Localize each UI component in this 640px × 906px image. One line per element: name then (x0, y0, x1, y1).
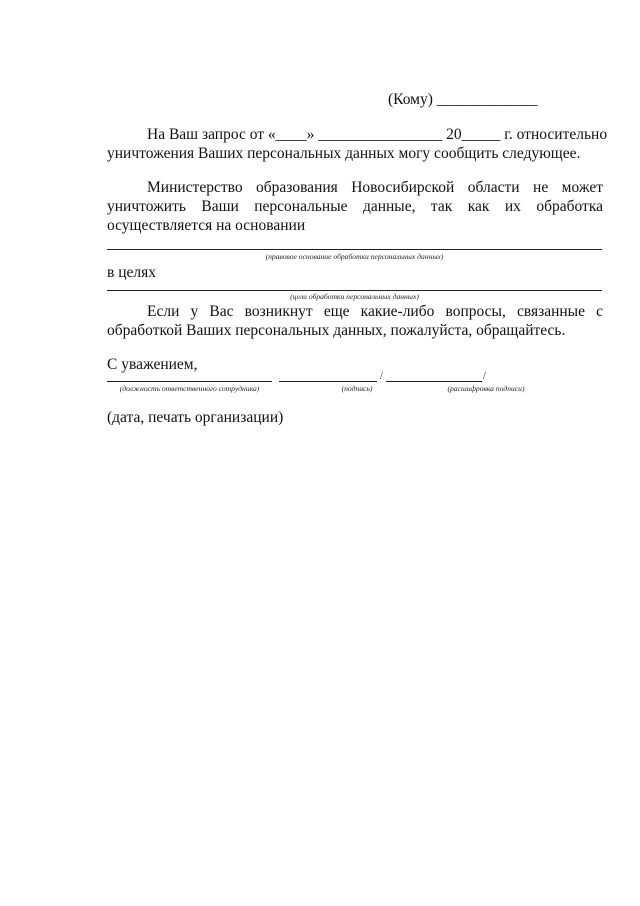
paragraph2-line2: уничтожить Ваши персональные данные, так как их обработка (107, 198, 603, 215)
addressee-blank: _____________ (436, 91, 538, 108)
addressee-line (388, 90, 538, 109)
decoding-line (386, 381, 482, 382)
paragraph3-line2: обработкой Ваших персональных данных, пожалуйста, обращайтесь. (107, 322, 566, 339)
slash-right: / (483, 371, 486, 382)
regards-text: С уважением, (107, 356, 198, 373)
paragraph1-line1: На Ваш запрос от «____» ________________ 20_____ г. относительно (147, 126, 608, 143)
legal-basis-line (107, 249, 602, 250)
purposes-line (107, 290, 602, 291)
paragraph2-line1: Министерство образования Новосибирской области не может (147, 179, 603, 196)
purposes-caption: (цели обработки персональных данных) (290, 292, 419, 301)
purposes-label: в целях (107, 264, 156, 281)
position-caption: (должность ответственного сотрудника) (119, 384, 260, 393)
slash-left: / (380, 371, 383, 382)
paragraph1-line2: уничтожения Ваших персональных данных могу сообщить следующее. (107, 145, 581, 162)
date-stamp-text: (дата, печать организации) (107, 409, 284, 426)
paragraph3-line1: Если у Вас возникнут еще какие-либо вопросы, связанные с (147, 303, 603, 320)
signature-caption: (подпись) (341, 384, 373, 393)
addressee-label: (Кому) (388, 91, 433, 108)
decoding-caption: (расшифровка подписи) (447, 384, 525, 393)
legal-basis-caption: (правовое основание обработки персональных данных) (265, 252, 444, 261)
paragraph2-line3: осуществляется на основании (107, 217, 306, 234)
signature-line (279, 381, 377, 382)
position-line (107, 381, 272, 382)
